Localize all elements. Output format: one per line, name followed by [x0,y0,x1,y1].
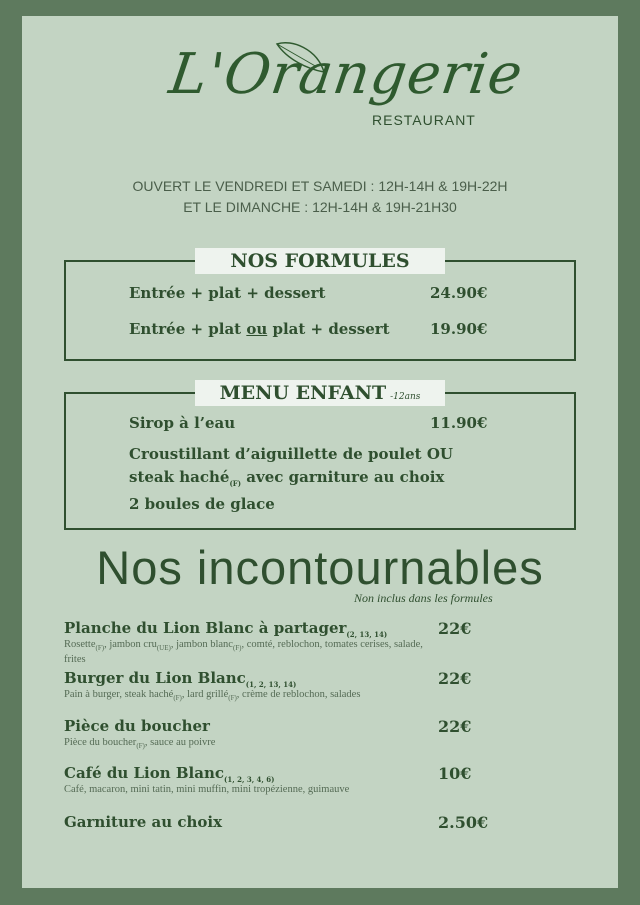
logo-subtitle: RESTAURANT [372,112,476,128]
enfant-item [129,443,453,495]
dish-description [64,639,424,666]
dish-price: 22€ [438,669,472,688]
dish-name [64,764,424,784]
origin: (F) [228,694,237,703]
text: , jambon cru [104,639,157,650]
hours-line: OUVERT LE VENDREDI ET SAMEDI : 12H-14H & 19H-22H [132,178,508,194]
opening-hours [0,176,640,218]
origin: (F) [136,742,145,751]
text: Planche du Lion Blanc à partager [64,619,347,637]
dish-item [64,619,424,666]
enfant-title [195,380,445,406]
dish-item [64,813,424,833]
text: , sauce au poivre [144,737,216,748]
dish-name [64,813,424,833]
text: Café, macaron, mini tatin, mini muffin, mini tropézienne, guimauve [64,784,350,795]
text: Croustillant d’aiguillette de poulet OU [129,445,453,463]
formule-item [129,320,390,338]
dish-price: 2.50€ [438,813,489,832]
logo-name: L'Orangerie [165,42,528,107]
text: Garniture au choix [64,813,223,831]
enfant-item: 2 boules de glace [129,495,275,513]
dish-item [64,717,424,752]
text: Burger du Lion Blanc [64,669,246,687]
dish-description [64,737,424,752]
dish-description [64,689,424,704]
formule-item: Entrée + plat + dessert [129,284,326,302]
restaurant-logo [160,30,528,140]
dish-description [64,784,424,796]
text: , jambon blanc [170,639,233,650]
allergens: (1, 2, 3, 4, 6) [224,775,275,784]
text: MENU ENFANT [219,382,387,404]
allergens: (2, 13, 14) [346,630,388,639]
hours-line: ET LE DIMANCHE : 12H-14H & 19H-21H30 [183,199,457,215]
text: Rosette [64,639,96,650]
text: (F) [229,479,242,488]
text: Pièce du boucher [64,737,137,748]
text: ou [246,320,268,338]
formule-price: 24.90€ [430,284,488,302]
text: Entrée + plat [129,320,247,338]
text: Pièce du boucher [64,717,210,735]
formule-price: 19.90€ [430,320,488,338]
text: Café du Lion Blanc [64,764,225,782]
age-note: -12ans [390,392,421,402]
origin: (F) [95,644,105,653]
formules-box [64,260,576,361]
enfant-price: 11.90€ [430,414,488,432]
formules-title: NOS FORMULES [195,248,445,274]
text: steak haché [129,468,230,486]
dish-item [64,669,424,704]
text: , crème de reblochon, salades [236,689,361,700]
origin: (F) [232,644,242,653]
allergens: (1, 2, 13, 14) [245,680,297,689]
dish-name [64,669,424,689]
text: avec garniture au choix [241,468,445,486]
dish-name [64,717,424,737]
dish-price: 22€ [438,717,472,736]
origin: (F) [173,694,182,703]
text: , comté, reblochon, tomates cerises, salade, frites [64,639,423,666]
enfant-item: Sirop à l’eau [129,414,236,432]
origin: (UE) [156,644,171,653]
dish-price: 22€ [438,619,472,638]
dish-item [64,764,424,796]
text: plat + dessert [267,320,390,338]
text: Pain à burger, steak haché [64,689,174,700]
text: , lard grillé [181,689,229,700]
dish-name [64,619,424,639]
section-title: Nos incontournables [96,541,544,594]
section-note: Non inclus dans les formules [354,591,493,605]
dish-price: 10€ [438,764,472,783]
